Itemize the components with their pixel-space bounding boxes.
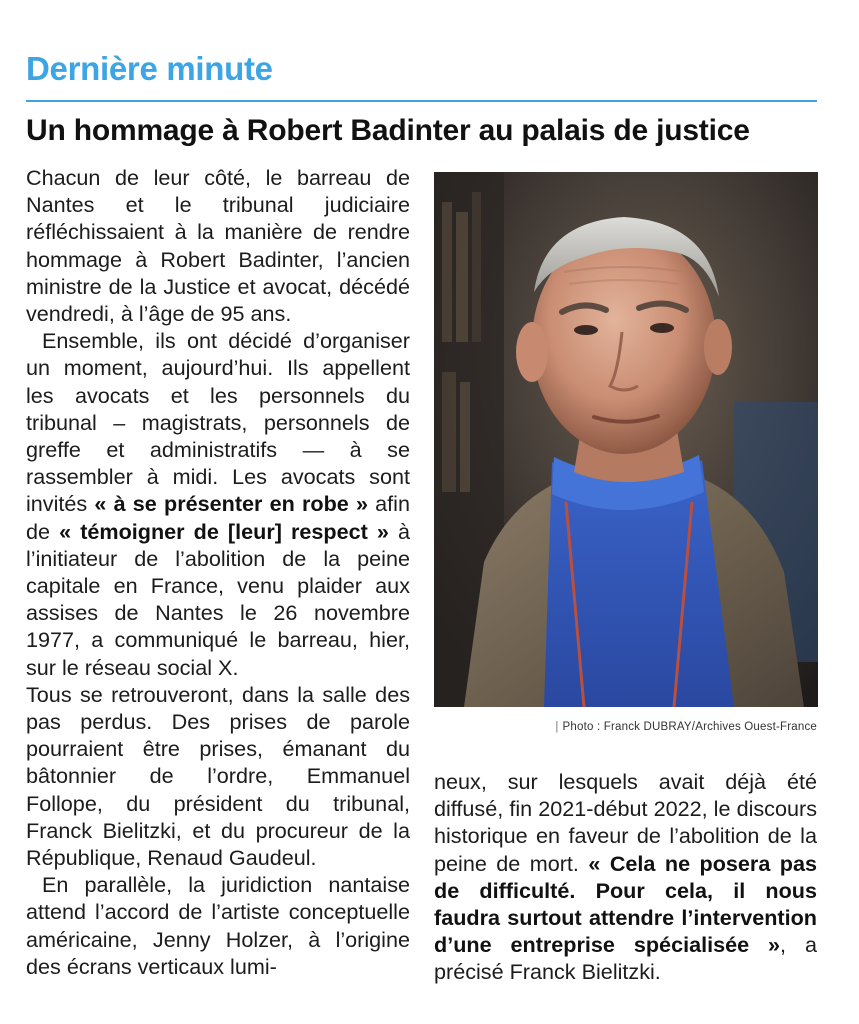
article-column-right (434, 768, 817, 986)
portrait-photo (434, 172, 818, 707)
paragraph-2: Ensemble, ils ont décidé d’organiser un moment, aujourd’hui. Ils appellent les avocats et les personnels du tribunal – magistrats, personnels de greffe et administratifs — à se rassembler à midi. Les avocats sont invités « à se présenter en robe » afin de « témoigner de [leur] respect » à l’initiateur de l’abolition de la peine capitale en France, venu plaider aux assises de Nantes le 26 novembre 1977, a communiqué le barreau, hier, sur le réseau social X. (26, 328, 410, 680)
photo-credit: | Photo : Franck DUBRAY/Archives Ouest-France (555, 721, 817, 733)
quote-bielitzki: « Cela ne posera pas de difficulté. Pour cela, il nous faudra surtout attendre l’intervention d’une entreprise spécialisée » (434, 850, 817, 958)
quote-respect: « témoigner de [leur] respect » (59, 518, 389, 544)
article-column-left (26, 164, 410, 980)
quote-robe: « à se présenter en robe » (94, 491, 368, 517)
paragraph-1: Chacun de leur côté, le barreau de Nantes et le tribunal judiciaire réfléchissaient à la manière de rendre hommage à Robert Badinter, l’ancien ministre de la Justice et avocat, décédé vendredi, à l’âge de 95 ans. (26, 165, 410, 327)
paragraph-4-end: neux, sur lesquels avait déjà été diffusé, fin 2021-début 2022, le discours historique en faveur de l’abolition de la peine de mort. « Cela ne posera pas de difficulté. Pour cela, il nous faudra surtout attendre l’intervention d’une entreprise spécialisée », a précisé Franck Bielitzki. (434, 769, 817, 985)
rubric-rule (26, 100, 817, 102)
rubric-title: Dernière minute (26, 50, 273, 87)
paragraph-3: Tous se retrouveront, dans la salle des pas perdus. Des prises de parole pourraient être prises, émanant du bâtonnier de l’ordre, Emmanuel Follope, du président du tribunal, Franck Bielitzki, et du procureur de la République, Renaud Gaudeul. (26, 681, 410, 871)
paragraph-4-start: En parallèle, la juridiction nantaise attend l’accord de l’artiste conceptuelle américaine, Jenny Holzer, à l’origine des écrans verticaux lumi- (26, 872, 410, 979)
article-headline: Un hommage à Robert Badinter au palais de justice (26, 114, 750, 147)
